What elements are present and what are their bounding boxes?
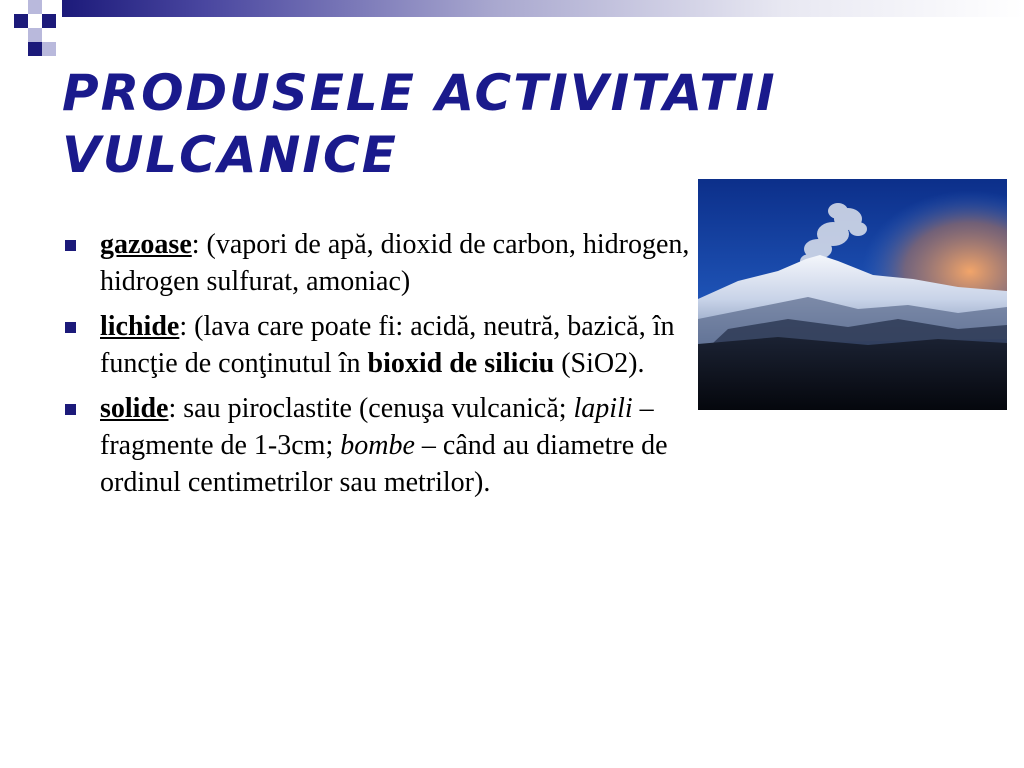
bullet-list xyxy=(62,226,692,509)
decor-square xyxy=(28,42,42,56)
item-italic-text: bombe xyxy=(340,430,415,461)
decor-square xyxy=(42,14,56,28)
list-item-gazoase xyxy=(62,226,692,300)
item-text: : (lava care poate fi: acidă, neutră, bazică, în funcţie de conţinutul în xyxy=(100,311,675,379)
keyword-lichide: lichide xyxy=(100,311,180,342)
item-italic-text: lapili xyxy=(573,393,633,424)
item-text: – când au diametre de ordinul centimetrilor sau metrilor). xyxy=(100,430,668,498)
title-line-2: VULCANICE xyxy=(62,126,398,184)
keyword-gazoase: gazoase xyxy=(100,229,192,260)
decor-square xyxy=(28,28,42,42)
slide-title xyxy=(62,62,962,186)
volcano-photo xyxy=(698,179,1007,410)
decor-square xyxy=(28,0,42,14)
item-text: – fragmente de 1-3cm; xyxy=(100,393,654,461)
decor-square xyxy=(14,14,28,28)
item-text: (SiO2). xyxy=(554,348,645,379)
square-bullet-icon xyxy=(65,240,76,251)
decor-gradient-bar xyxy=(62,0,1024,17)
item-text: : (vapori de apă, dioxid de carbon, hidrogen, hidrogen sulfurat, amoniac) xyxy=(100,229,690,297)
square-bullet-icon xyxy=(65,322,76,333)
keyword-solide: solide xyxy=(100,393,169,424)
list-item-lichide xyxy=(62,308,692,382)
title-line-1: PRODUSELE ACTIVITATII xyxy=(62,64,777,122)
item-bold-text: bioxid de siliciu xyxy=(367,348,555,379)
square-bullet-icon xyxy=(65,404,76,415)
list-item-solide xyxy=(62,390,692,501)
item-text: : sau piroclastite (cenuşa vulcanică; xyxy=(168,393,574,424)
decor-square xyxy=(42,42,56,56)
